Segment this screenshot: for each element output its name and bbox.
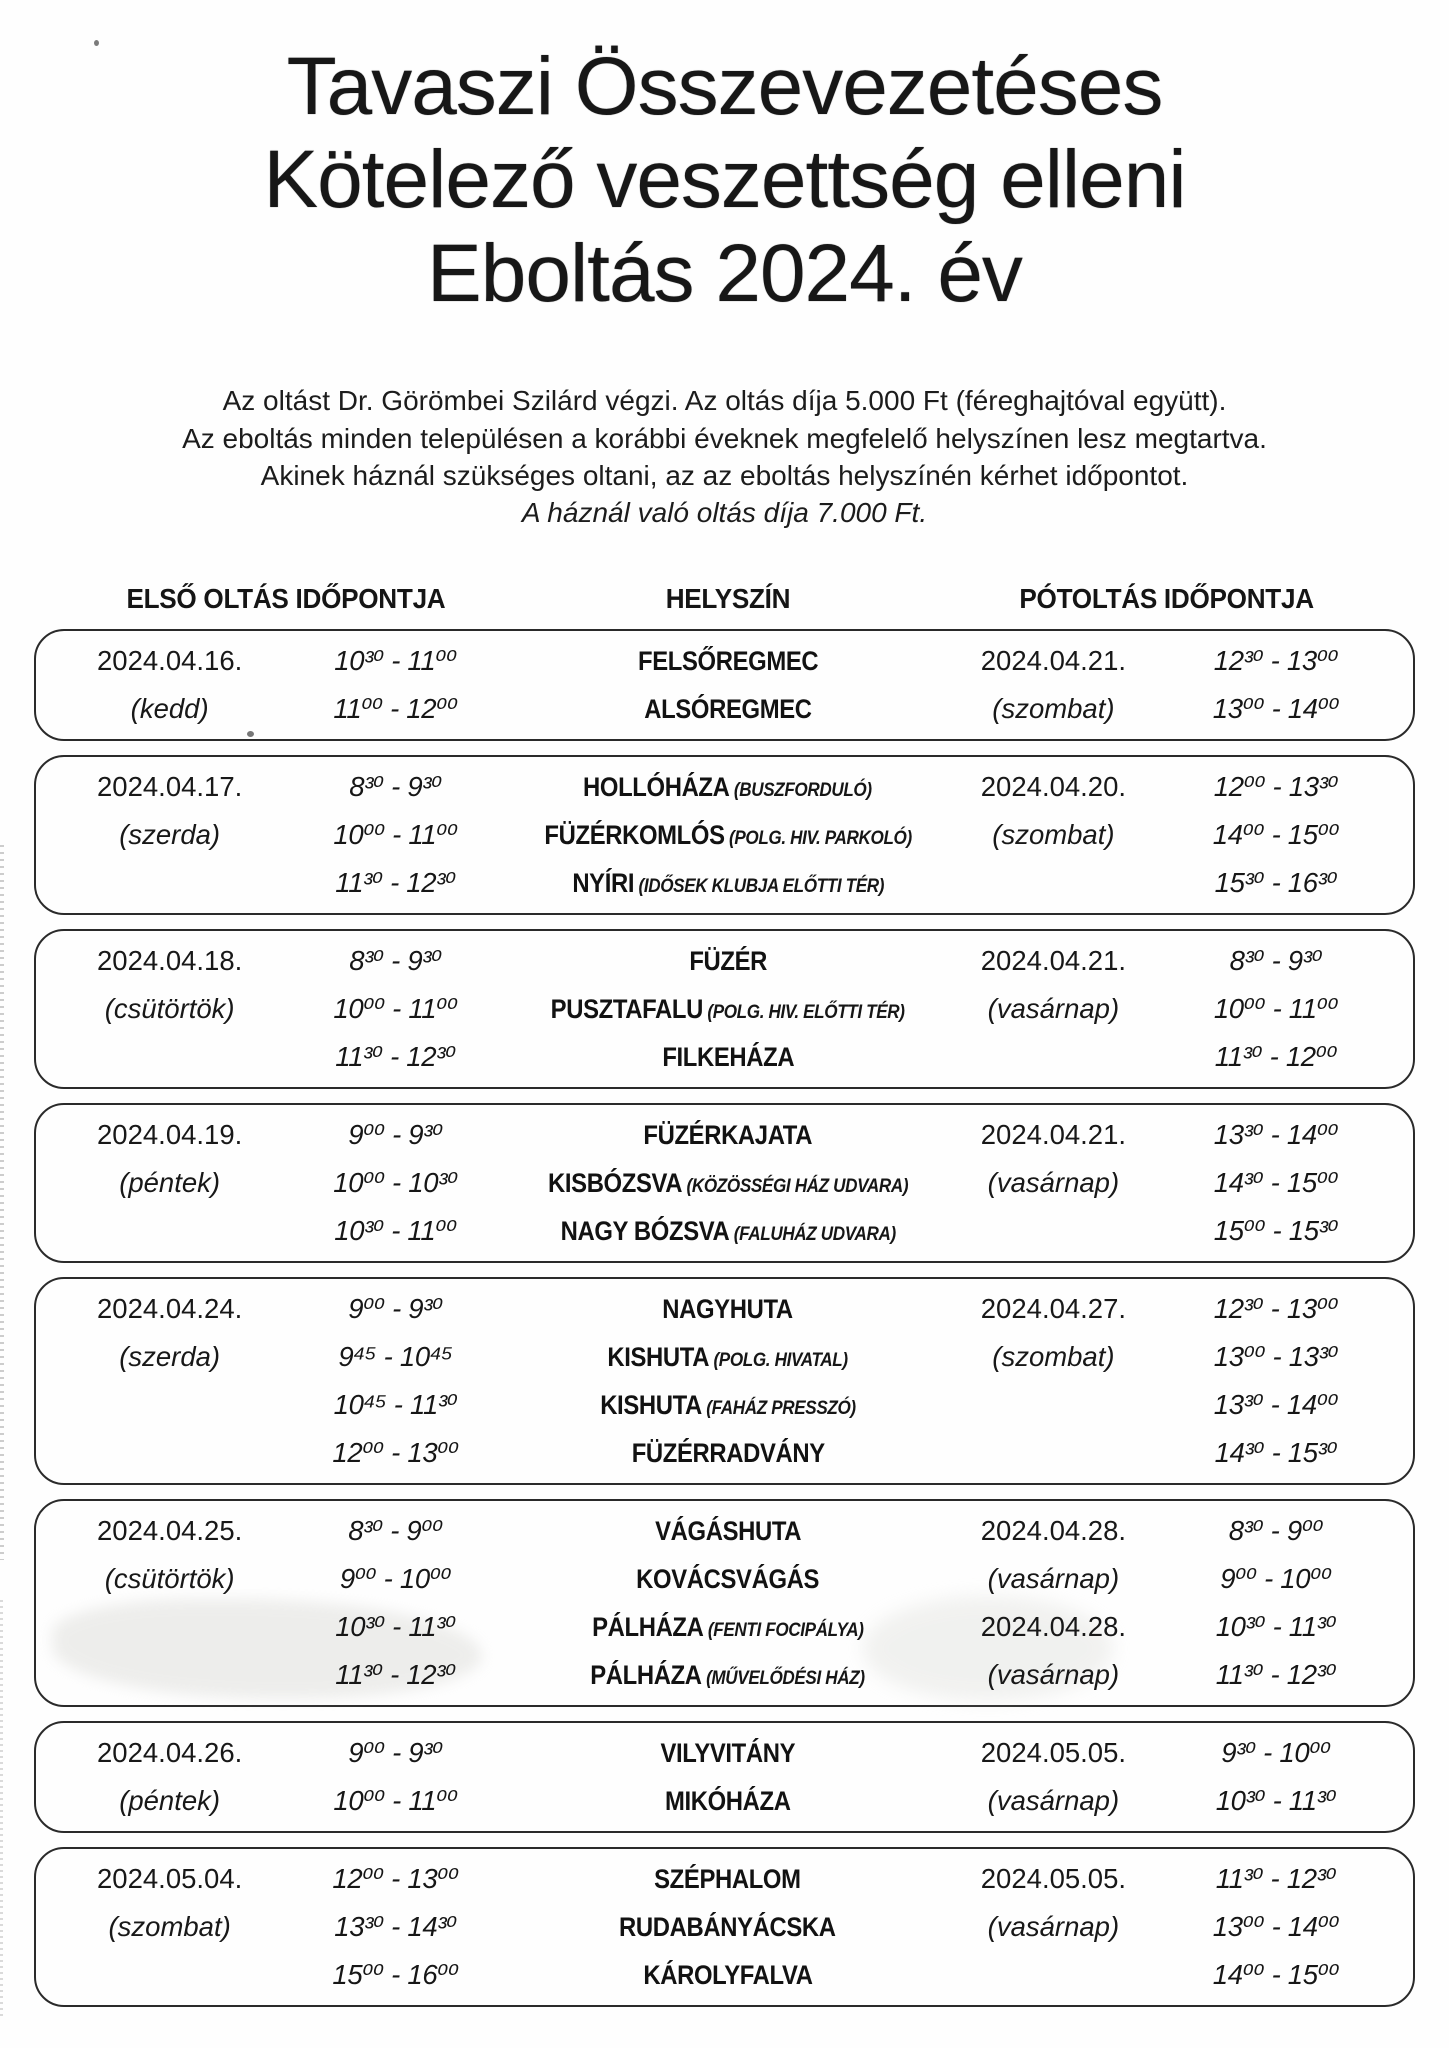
first-time-cell: 10⁴⁵ - 11³⁰ [333,1389,458,1421]
schedule-box [34,1103,1415,1263]
retake-date-cell: (vasárnap) [987,1785,1120,1817]
location-note: (FENTI FOCIPÁLYA) [703,1619,864,1641]
location-label [655,1864,801,1895]
schedule-row [60,1603,1389,1651]
location-cell [512,1612,944,1643]
retake-time-cell: 10⁰⁰ - 11⁰⁰ [1213,993,1339,1025]
intro-line-3: Akinek háznál szükséges oltani, az az eboltás helyszínén kérhet időpontot. [260,459,1189,491]
location-note: (FAHÁZ PRESSZÓ) [701,1397,856,1419]
location-cell [512,772,944,803]
first-time-cell: 11⁰⁰ - 12⁰⁰ [333,693,458,725]
first-time-cell: 11³⁰ - 12³⁰ [335,1659,456,1691]
location-label [591,1660,865,1691]
location-name: KISBÓZSVA [547,1167,682,1198]
schedule-row [60,1507,1389,1555]
location-label [631,1438,824,1469]
location-label [608,1342,848,1373]
schedule-row [60,1777,1389,1825]
location-cell [512,868,944,899]
retake-time-cell: 15⁰⁰ - 15³⁰ [1213,1215,1339,1247]
location-label [660,1738,795,1769]
location-name: FÜZÉR [688,945,767,976]
first-time-cell: 10³⁰ - 11⁰⁰ [334,645,457,677]
retake-time-cell: 10³⁰ - 11³⁰ [1215,1611,1337,1643]
retake-time-cell: 12⁰⁰ - 13³⁰ [1213,771,1339,803]
first-time-cell: 9⁰⁰ - 9³⁰ [348,1119,443,1151]
retake-date-cell: (szombat) [992,1341,1115,1373]
location-label [544,820,911,851]
schedule-box [34,1277,1415,1485]
first-time-cell: 9⁰⁰ - 9³⁰ [348,1293,443,1325]
schedule-row [60,859,1389,907]
first-date-cell: 2024.04.24. [97,1293,243,1325]
retake-time-cell: 8³⁰ - 9⁰⁰ [1228,1515,1324,1547]
location-cell [512,1342,944,1373]
location-label [551,994,905,1025]
first-date-cell: 2024.04.26. [97,1737,243,1769]
schedule-box [34,1499,1415,1707]
schedule-row [60,1159,1389,1207]
schedule-row [60,685,1389,733]
scan-artifact [0,1600,3,2020]
first-time-cell: 10⁰⁰ - 11⁰⁰ [333,819,458,851]
schedule-box [34,929,1415,1089]
schedule-row [60,1111,1389,1159]
intro-line-1: Az oltást Dr. Görömbei Szilárd végzi. Az oltás díja 5.000 Ft (féreghajtóval együtt). [222,385,1227,417]
location-label [643,1960,812,1991]
location-name: ALSÓREGMEC [644,693,812,724]
retake-time-cell: 9⁰⁰ - 10⁰⁰ [1220,1563,1332,1595]
retake-time-cell: 13⁰⁰ - 13³⁰ [1213,1341,1339,1373]
location-name: MIKÓHÁZA [664,1785,791,1816]
location-label [689,946,767,977]
location-cell [512,646,944,677]
intro-line-2: Az eboltás minden településen a korábbi éveknek megfelelő helyszínen lesz megtartva. [182,422,1267,454]
first-date-cell: (csütörtök) [104,993,235,1025]
title-line-2: Kötelező veszettség elleni [263,134,1186,226]
location-name: PUSZTAFALU [550,993,704,1024]
retake-time-cell: 12³⁰ - 13⁰⁰ [1213,645,1339,677]
first-date-cell: 2024.04.16. [97,645,243,677]
intro-line-4: A háznál való oltás díja 7.000 Ft. [521,497,928,529]
title-line-1: Tavaszi Összevezetéses [286,41,1163,132]
schedule-box [34,1847,1415,2007]
first-date-cell: (kedd) [130,693,209,725]
location-name: FÜZÉRKAJATA [643,1119,813,1150]
location-name: SZÉPHALOM [654,1863,802,1894]
retake-time-cell: 13⁰⁰ - 14⁰⁰ [1212,1911,1340,1943]
location-label [638,646,818,677]
schedule-row [60,1381,1389,1429]
location-cell [512,1864,944,1895]
location-label [665,1786,791,1817]
location-label [548,1168,908,1199]
retake-date-cell: 2024.04.28. [980,1515,1127,1547]
table-header-row [60,583,1389,615]
retake-time-cell: 12³⁰ - 13⁰⁰ [1213,1293,1339,1325]
location-label [560,1216,895,1247]
first-time-cell: 10⁰⁰ - 10³⁰ [333,1167,458,1199]
location-cell [512,1168,944,1199]
location-note: (POLG. HIVATAL) [709,1349,848,1371]
location-label [643,1120,812,1151]
retake-time-cell: 13³⁰ - 14⁰⁰ [1213,1389,1339,1421]
location-name: RUDABÁNYÁCSKA [619,1911,837,1942]
location-cell [512,1960,944,1991]
retake-date-cell: (vasárnap) [987,1659,1120,1691]
retake-date-cell: (vasárnap) [987,1167,1120,1199]
first-date-cell: (szombat) [108,1911,231,1943]
retake-time-cell: 11³⁰ - 12³⁰ [1215,1863,1337,1895]
location-cell [512,694,944,725]
location-note: (FALUHÁZ UDVARA) [728,1223,896,1245]
location-cell [512,1390,944,1421]
retake-date-cell: (vasárnap) [987,993,1120,1025]
retake-date-cell: 2024.04.28. [980,1611,1127,1643]
first-date-cell: 2024.04.18. [97,945,243,977]
location-cell [512,1438,944,1469]
location-name: VÁGÁSHUTA [654,1515,801,1546]
location-name: FELSŐREGMEC [637,645,818,676]
location-note: (KÖZÖSSÉGI HÁZ UDVARA) [681,1175,908,1197]
first-time-cell: 10³⁰ - 11⁰⁰ [334,1215,457,1247]
location-cell [512,1042,944,1073]
location-name: NAGY BÓZSVA [560,1215,729,1246]
schedule-row [60,1903,1389,1951]
location-cell [512,1564,944,1595]
first-time-cell: 10³⁰ - 11³⁰ [335,1611,456,1643]
location-cell [512,1516,944,1547]
first-date-cell: 2024.04.19. [97,1119,243,1151]
scan-artifact [0,845,4,1560]
retake-date-cell: (szombat) [992,693,1115,725]
first-time-cell: 11³⁰ - 12³⁰ [335,867,456,899]
document-title [0,40,1449,320]
retake-date-cell: (vasárnap) [987,1911,1120,1943]
location-cell [512,820,944,851]
location-name: VILYVITÁNY [660,1737,796,1768]
location-name: PÁLHÁZA [592,1611,704,1642]
location-label [662,1042,794,1073]
retake-date-cell: 2024.04.21. [980,945,1127,977]
location-name: KÁROLYFALVA [643,1959,813,1990]
location-name: FÜZÉRRADVÁNY [631,1437,825,1468]
first-date-cell: (csütörtök) [104,1563,235,1595]
location-name: KISHUTA [607,1341,710,1372]
retake-time-cell: 14⁰⁰ - 15⁰⁰ [1212,819,1340,851]
retake-date-cell: 2024.05.05. [980,1737,1127,1769]
first-time-cell: 13³⁰ - 14³⁰ [334,1911,457,1943]
location-cell [512,946,944,977]
location-name: NYÍRI [571,867,634,898]
location-label [655,1516,801,1547]
location-note: (POLG. HIV. PARKOLÓ) [724,827,912,849]
location-note: (POLG. HIV. ELŐTTI TÉR) [703,1001,905,1023]
retake-date-cell: 2024.04.21. [980,1119,1127,1151]
retake-time-cell: 9³⁰ - 10⁰⁰ [1221,1737,1331,1769]
first-time-cell: 12⁰⁰ - 13⁰⁰ [332,1863,459,1895]
location-label [636,1564,819,1595]
retake-date-cell: 2024.04.27. [980,1293,1127,1325]
location-note: (BUSZFORDULÓ) [729,779,873,801]
location-name: PÁLHÁZA [590,1659,703,1690]
first-time-cell: 12⁰⁰ - 13⁰⁰ [332,1437,459,1469]
schedule-box [34,629,1415,741]
retake-time-cell: 11³⁰ - 12³⁰ [1215,1659,1337,1691]
first-date-cell: 2024.04.17. [97,771,243,803]
schedule-row [60,1429,1389,1477]
location-label [583,772,872,803]
first-date-cell: 2024.05.04. [97,1863,243,1895]
first-date-cell: (szerda) [119,1341,221,1373]
first-time-cell: 15⁰⁰ - 16⁰⁰ [332,1959,459,1991]
schedule-row [60,1207,1389,1255]
first-time-cell: 10⁰⁰ - 11⁰⁰ [333,993,458,1025]
first-time-cell: 8³⁰ - 9⁰⁰ [348,1515,443,1547]
location-cell [512,1660,944,1691]
schedule-row [60,937,1389,985]
location-name: NAGYHUTA [662,1293,794,1324]
retake-time-cell: 10³⁰ - 11³⁰ [1215,1785,1337,1817]
first-time-cell: 10⁰⁰ - 11⁰⁰ [333,1785,458,1817]
schedule-row [60,1033,1389,1081]
first-time-cell: 11³⁰ - 12³⁰ [335,1041,456,1073]
first-date-cell: (péntek) [119,1167,221,1199]
schedule-row [60,1555,1389,1603]
retake-time-cell: 15³⁰ - 16³⁰ [1214,867,1338,899]
location-label [620,1912,837,1943]
header-location: HELYSZÍN [665,583,791,615]
location-name: FILKEHÁZA [661,1041,794,1072]
schedule-row [60,1951,1389,1999]
first-date-cell: (szerda) [119,819,221,851]
location-note: (IDŐSEK KLUBJA ELŐTTI TÉR) [633,875,884,897]
location-name: KISHUTA [600,1389,702,1420]
location-label [663,1294,794,1325]
schedule-row [60,1651,1389,1699]
intro-text [0,382,1449,531]
location-label [592,1612,864,1643]
retake-date-cell: 2024.04.21. [980,645,1127,677]
location-cell [512,1120,944,1151]
first-time-cell: 9⁰⁰ - 9³⁰ [348,1737,443,1769]
retake-time-cell: 14⁰⁰ - 15⁰⁰ [1212,1959,1340,1991]
location-cell [512,1294,944,1325]
schedule-boxes [34,629,1415,2007]
header-first-vaccination-time: ELSŐ OLTÁS IDŐPONTJA [126,583,446,615]
location-name: KOVÁCSVÁGÁS [636,1563,820,1594]
schedule-row [60,1285,1389,1333]
retake-date-cell: (vasárnap) [987,1563,1120,1595]
schedule-row [60,811,1389,859]
location-cell [512,1216,944,1247]
retake-time-cell: 13⁰⁰ - 14⁰⁰ [1212,693,1340,725]
retake-time-cell: 14³⁰ - 15³⁰ [1214,1437,1338,1469]
location-label [600,1390,856,1421]
schedule-row [60,985,1389,1033]
schedule-box [34,1721,1415,1833]
location-name: FÜZÉRKOMLÓS [544,819,725,850]
schedule-row [60,763,1389,811]
location-label [644,694,811,725]
first-time-cell: 8³⁰ - 9³⁰ [349,771,442,803]
location-cell [512,1912,944,1943]
retake-time-cell: 8³⁰ - 9³⁰ [1229,945,1323,977]
retake-date-cell: 2024.04.20. [980,771,1127,803]
location-note: (MŰVELŐDÉSI HÁZ) [702,1667,866,1689]
schedule-row [60,1333,1389,1381]
schedule-row [60,1855,1389,1903]
first-time-cell: 9⁰⁰ - 10⁰⁰ [339,1563,452,1595]
schedule-row [60,1729,1389,1777]
first-date-cell: 2024.04.25. [97,1515,243,1547]
first-date-cell: (péntek) [119,1785,221,1817]
retake-time-cell: 11³⁰ - 12⁰⁰ [1214,1041,1338,1073]
retake-date-cell: (szombat) [992,819,1115,851]
title-line-3: Eboltás 2024. év [427,227,1022,319]
schedule-box [34,755,1415,915]
schedule-row [60,637,1389,685]
first-time-cell: 9⁴⁵ - 10⁴⁵ [338,1341,453,1373]
first-time-cell: 8³⁰ - 9³⁰ [349,945,442,977]
retake-date-cell: 2024.05.05. [980,1863,1127,1895]
retake-time-cell: 14³⁰ - 15⁰⁰ [1213,1167,1339,1199]
location-label [572,868,884,899]
retake-time-cell: 13³⁰ - 14⁰⁰ [1213,1119,1339,1151]
location-name: HOLLÓHÁZA [583,771,730,802]
location-cell [512,994,944,1025]
header-retake-time: PÓTOLTÁS IDŐPONTJA [1019,583,1314,615]
location-cell [512,1786,944,1817]
location-cell [512,1738,944,1769]
